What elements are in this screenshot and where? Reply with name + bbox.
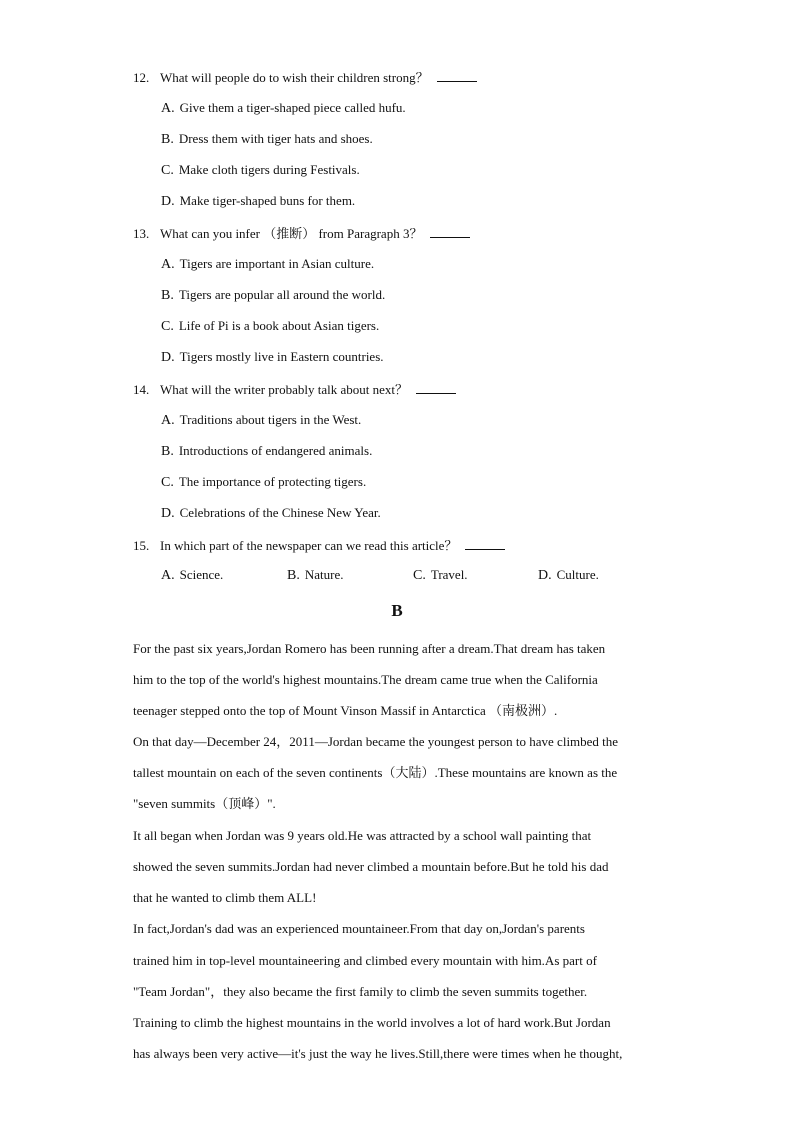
option-letter: D.: [161, 194, 175, 209]
option-13a[interactable]: [161, 256, 374, 273]
option-text: The importance of protecting tigers.: [178, 474, 367, 489]
option-letter: A.: [161, 568, 175, 583]
question-number: 13.: [133, 226, 150, 241]
option-text: Make tiger-shaped buns for them.: [179, 193, 356, 208]
option-text: Travel.: [430, 567, 468, 582]
option-13b[interactable]: [161, 287, 385, 304]
passage-line: that he wanted to climb them ALL!: [133, 890, 317, 905]
passage-line: him to the top of the world's highest mountains.The dream came true when the California: [133, 672, 598, 687]
option-12c[interactable]: [161, 162, 360, 179]
section-title: B: [391, 601, 403, 620]
question-text: In which part of the newspaper can we read this article？: [160, 538, 458, 553]
passage-line: In fact,Jordan's dad was an experienced mountaineer.From that day on,Jordan's parents: [133, 921, 585, 936]
option-text: Introductions of endangered animals.: [178, 443, 373, 458]
passage-line: "Team Jordan"，they also became the first family to climb the seven summits together.: [133, 984, 588, 999]
answer-blank[interactable]: [465, 537, 505, 550]
question-number: 15.: [133, 538, 150, 553]
question-12: [133, 69, 477, 86]
option-letter: D.: [161, 506, 175, 521]
option-text: Celebrations of the Chinese New Year.: [179, 505, 381, 520]
option-12b[interactable]: [161, 131, 373, 148]
option-letter: B.: [161, 132, 174, 147]
answer-blank[interactable]: [416, 381, 456, 394]
question-text: What can you infer （推断） from Paragraph 3？: [160, 226, 423, 241]
option-14c[interactable]: [161, 474, 366, 491]
option-text: Tigers mostly live in Eastern countries.: [179, 349, 384, 364]
question-text: What will the writer probably talk about next？: [160, 382, 409, 397]
option-letter: C.: [161, 319, 174, 334]
option-text: Dress them with tiger hats and shoes.: [178, 131, 373, 146]
passage-line: tallest mountain on each of the seven continents（大陆）.These mountains are known as the: [133, 765, 618, 780]
passage-line: "seven summits（顶峰）".: [133, 796, 276, 811]
option-text: Give them a tiger-shaped piece called hufu.: [179, 100, 406, 115]
passage-line: has always been very active—it's just the way he lives.Still,there were times when he thought,: [133, 1046, 623, 1061]
passage-line: Training to climb the highest mountains in the world involves a lot of hard work.But Jordan: [133, 1015, 611, 1030]
option-text: Science.: [179, 567, 224, 582]
option-15b[interactable]: [287, 567, 343, 584]
answer-blank[interactable]: [430, 225, 470, 238]
option-text: Life of Pi is a book about Asian tigers.: [178, 318, 380, 333]
answer-blank[interactable]: [437, 69, 477, 82]
passage-line: showed the seven summits.Jordan had never climbed a mountain before.But he told his dad: [133, 859, 609, 874]
question-13: [133, 225, 470, 242]
option-letter: B.: [287, 568, 300, 583]
option-letter: B.: [161, 288, 174, 303]
passage-line: It all began when Jordan was 9 years old.He was attracted by a school wall painting that: [133, 828, 592, 843]
passage-line: teenager stepped onto the top of Mount Vinson Massif in Antarctica （南极洲）.: [133, 703, 558, 718]
option-text: Culture.: [556, 567, 599, 582]
option-letter: C.: [161, 475, 174, 490]
option-text: Make cloth tigers during Festivals.: [178, 162, 360, 177]
option-12a[interactable]: [161, 100, 406, 117]
option-text: Nature.: [304, 567, 344, 582]
option-13c[interactable]: [161, 318, 379, 335]
passage-line: On that day—December 24，2011—Jordan became the youngest person to have climbed the: [133, 734, 619, 749]
question-text: What will people do to wish their children strong？: [160, 70, 429, 85]
option-letter: D.: [538, 568, 552, 583]
passage-line: For the past six years,Jordan Romero has been running after a dream.That dream has taken: [133, 641, 606, 656]
question-15: [133, 537, 505, 554]
option-text: Tigers are important in Asian culture.: [179, 256, 375, 271]
passage-line: trained him in top-level mountaineering and climbed every mountain with him.As part of: [133, 953, 597, 968]
option-12d[interactable]: [161, 193, 355, 210]
option-letter: A.: [161, 101, 175, 116]
option-15c[interactable]: [413, 567, 468, 584]
question-number: 14.: [133, 382, 150, 397]
option-letter: A.: [161, 413, 175, 428]
option-14d[interactable]: [161, 505, 381, 522]
option-14b[interactable]: [161, 443, 372, 460]
question-14: [133, 381, 456, 398]
option-text: Traditions about tigers in the West.: [179, 412, 362, 427]
option-letter: C.: [413, 568, 426, 583]
option-letter: D.: [161, 350, 175, 365]
option-14a[interactable]: [161, 412, 361, 429]
option-letter: C.: [161, 163, 174, 178]
option-letter: A.: [161, 257, 175, 272]
option-13d[interactable]: [161, 349, 384, 366]
option-letter: B.: [161, 444, 174, 459]
question-number: 12.: [133, 70, 150, 85]
option-15a[interactable]: [161, 567, 223, 584]
option-text: Tigers are popular all around the world.: [178, 287, 386, 302]
option-15d[interactable]: [538, 567, 599, 584]
